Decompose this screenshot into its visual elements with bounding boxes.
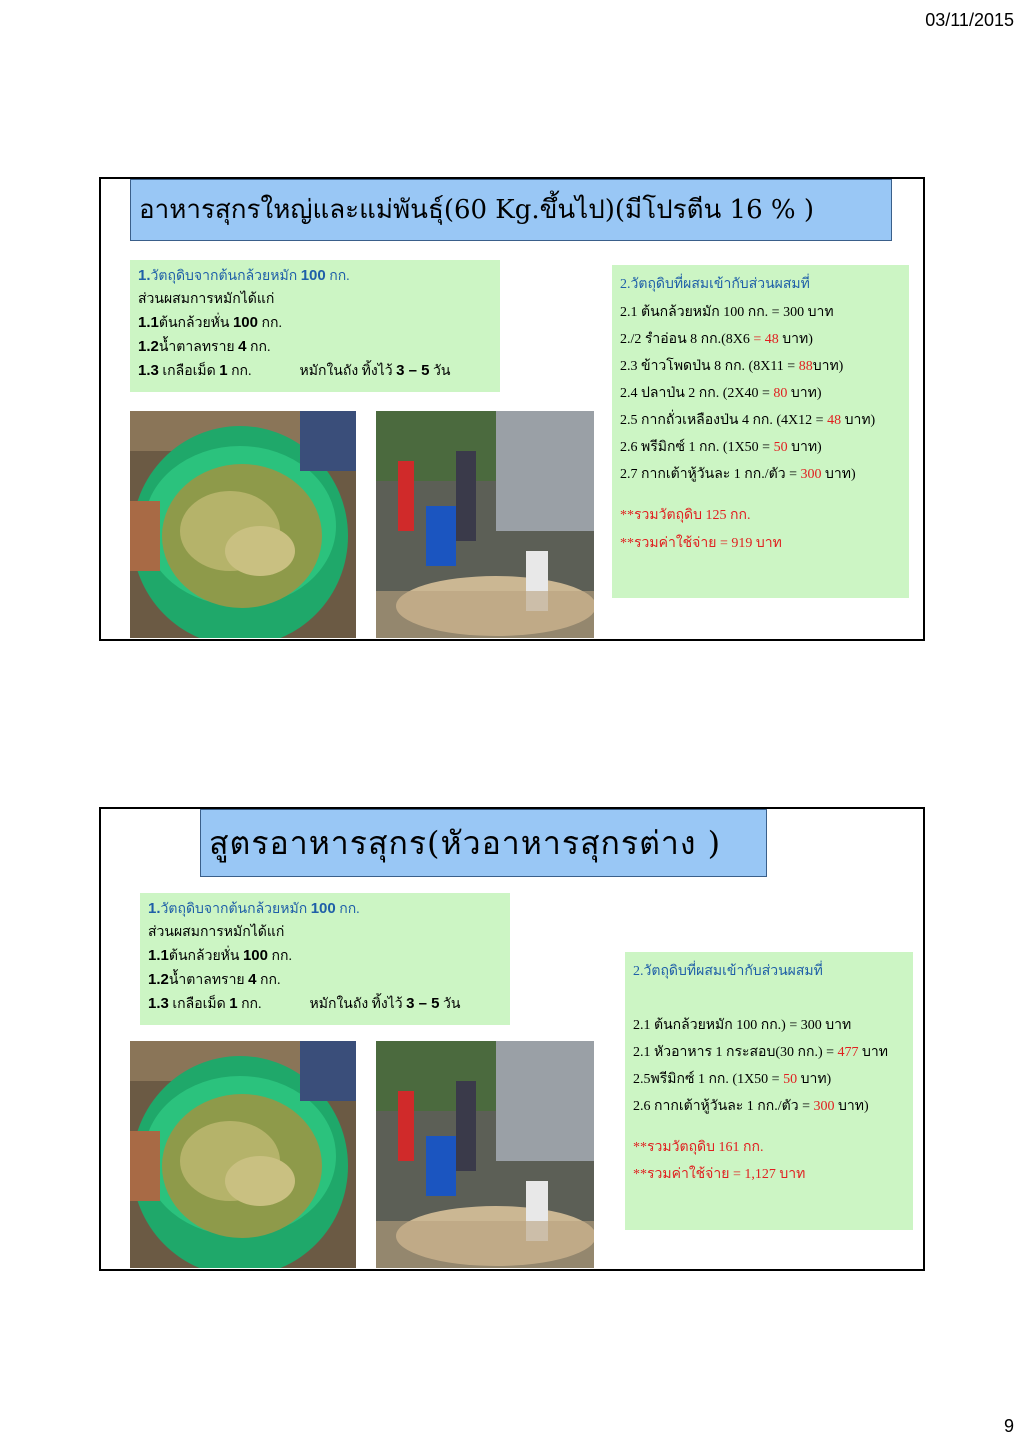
slide-1-right-box: 2.วัตถุดิบที่ผสมเข้ากับส่วนผสมที่ 2.1 ต้นกล้วยหมัก 100 กก. = 300 บาท 2./2 รำอ่อน 8 กก.(8X6 = 48 บาท) 2.3 ข้าวโพดป่น 8 กก. (8X11 = 88บาท) 2.4 ปลาป่น 2 กก. (2X40 = 80 บาท) 2.5 กากถั่วเหลืองป่น 4 กก. (4X12 = 48 บาท) 2.6 พรีมิกซ์ 1 กก. (1X50 = 50 บาท) 2.7 กากเต้าหู้วันละ 1 กก./ตัว = 300 บาท) **รวมวัตถุดิบ 125 กก. **รวมค่าใช้จ่าย = 919 บาท: [612, 265, 909, 598]
slide-1-left-box: 1.วัตถุดิบจากต้นกล้วยหมัก 100 กก. ส่วนผสมการหมักได้แก่ 1.1ต้นกล้วยหั่น 100 กก. 1.2น้ำตาลทราย 4 กก. 1.3 เกลือเม็ด 1 กก. หมักในถัง ทิ้งไว้ 3 – 5 วัน: [130, 260, 500, 392]
bucket-photo: [130, 1041, 356, 1268]
ingredient-line: 2.4 ปลาป่น 2 กก. (2X40 = 80 บาท): [620, 386, 822, 401]
slide-1-title: อาหารสุกรใหญ่และแม่พันธุ์(60 Kg.ขึ้นไป)(มีโปรตีน 16 % ): [130, 179, 892, 241]
page-date: 03/11/2015: [925, 10, 1014, 30]
ingredient-line: 2.6 พรีมิกซ์ 1 กก. (1X50 = 50 บาท): [620, 440, 822, 455]
ingredient-line: 2.5พรีมิกซ์ 1 กก. (1X50 = 50 บาท): [633, 1072, 832, 1087]
slide-2-title: สูตรอาหารสุกร(หัวอาหารสุกรต่าง ): [200, 809, 767, 877]
ingredient-line: 2.7 กากเต้าหู้วันละ 1 กก./ตัว = 300 บาท): [620, 467, 856, 482]
ingredient-line: 2.1 หัวอาหาร 1 กระสอบ(30 กก.) = 477 บาท: [633, 1045, 888, 1060]
ingredient-line: 2./2 รำอ่อน 8 กก.(8X6 = 48 บาท): [620, 332, 813, 347]
mixing-photo: [376, 411, 594, 638]
slide-2-left-box: 1.วัตถุดิบจากต้นกล้วยหมัก 100 กก. ส่วนผสมการหมักได้แก่ 1.1ต้นกล้วยหั่น 100 กก. 1.2น้ำตาลทราย 4 กก. 1.3 เกลือเม็ด 1 กก. หมักในถัง ทิ้งไว้ 3 – 5 วัน: [140, 893, 510, 1025]
slide-1: [99, 177, 925, 641]
ingredient-line: 2.3 ข้าวโพดป่น 8 กก. (8X11 = 88บาท): [620, 359, 844, 374]
ingredient-line: 2.5 กากถั่วเหลืองป่น 4 กก. (4X12 = 48 บาท): [620, 413, 876, 428]
slide-2: [99, 807, 925, 1271]
slide-2-right-box: 2.วัตถุดิบที่ผสมเข้ากับส่วนผสมที่ 2.1 ต้นกล้วยหมัก 100 กก.) = 300 บาท 2.1 หัวอาหาร 1 กระสอบ(30 กก.) = 477 บาท 2.5พรีมิกซ์ 1 กก. (1X50 = 50 บาท) 2.6 กากเต้าหู้วันละ 1 กก./ตัว = 300 บาท) **รวมวัตถุดิบ 161 กก. **รวมค่าใช้จ่าย = 1,127 บาท: [625, 952, 913, 1230]
ingredient-line: 2.1 ต้นกล้วยหมัก 100 กก.) = 300 บาท: [633, 1018, 852, 1033]
ingredient-line: 2.6 กากเต้าหู้วันละ 1 กก./ตัว = 300 บาท): [633, 1099, 869, 1114]
ingredient-line: 2.1 ต้นกล้วยหมัก 100 กก. = 300 บาท: [620, 305, 834, 320]
page-number: 9: [1003, 1416, 1014, 1436]
bucket-photo: [130, 411, 356, 638]
mixing-photo: [376, 1041, 594, 1268]
